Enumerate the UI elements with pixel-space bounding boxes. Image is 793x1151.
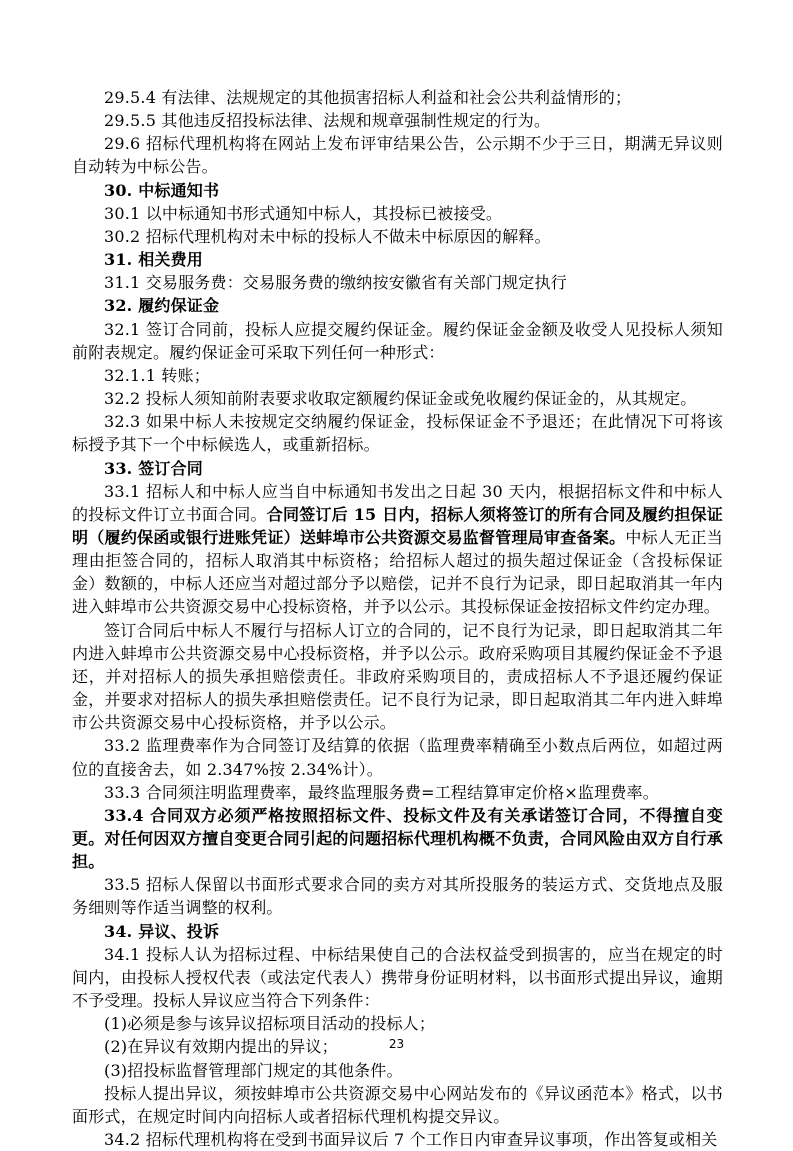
- condition-3: [72, 1059, 723, 1082]
- text-run: 33.5 招标人保留以书面形式要求合同的卖方对其所投服务的装运方式、交货地点及服务细则等作适当调整的权利。: [72, 875, 723, 918]
- text-run: 32.1.1 转账；: [104, 365, 210, 385]
- text-run: 29.6 招标代理机构将在网站上发布评审结果公告，公示期不少于三日，期满无异议则自动转为中标公告。: [72, 134, 723, 177]
- text-run: 32.3 如果中标人未按规定交纳履约保证金，投标保证金不予退还；在此情况下可将该标授予其下一个中标候选人，或重新招标。: [72, 412, 723, 455]
- heading-32: [72, 294, 723, 317]
- clause-34-2: [72, 1128, 723, 1151]
- bold-text-run: 32. 履约保证金: [104, 296, 220, 316]
- text-run: 33.2 监理费率作为合同签订及结算的依据（监理费率精确至小数点后两位，如超过两位的直接舍去，如 2.347%按 2.34%计）。: [72, 736, 723, 779]
- text-run: 30.1 以中标通知书形式通知中标人，其投标已被接受。: [104, 203, 503, 223]
- text-run: 34.2 招标代理机构将在受到书面异议后 7 个工作日内审查异议事项，作出答复或相关: [104, 1130, 718, 1150]
- text-run: 32.2 投标人须知前附表要求收取定额履约保证金或免收履约保证金的，从其规定。: [104, 389, 697, 409]
- clause-29-6: [72, 132, 723, 178]
- text-run: 32.1 签订合同前，投标人应提交履约保证金。履约保证金金额及收受人见投标人须知前附表规定。履约保证金可采取下列任何一种形式：: [72, 319, 723, 362]
- heading-31: [72, 248, 723, 271]
- bold-text-run: 31. 相关费用: [104, 250, 204, 270]
- clause-33-4: [72, 804, 723, 873]
- bold-text-run: 34. 异议、投诉: [104, 921, 220, 941]
- clause-33-1-continuation: [72, 619, 723, 735]
- bold-text-run: 33.4 合同双方必须严格按照招标文件、投标文件及有关承诺签订合同，不得擅自变更。对任何因双方擅自变更合同引起的问题招标代理机构概不负责，合同风险由双方自行承担。: [72, 805, 723, 872]
- clause-30-1: [72, 202, 723, 225]
- clause-30-2: [72, 225, 723, 248]
- clause-29-5-5: [72, 109, 723, 132]
- clause-32-3: [72, 410, 723, 456]
- clause-33-1: [72, 480, 723, 619]
- text-run: 29.5.4 有法律、法规规定的其他损害招标人利益和社会公共利益情形的；: [104, 88, 632, 107]
- objection-procedure: [72, 1082, 723, 1128]
- text-run: 投标人提出异议，须按蚌埠市公共资源交易中心网站发布的《异议函范本》格式，以书面形式，在规定时间内向招标人或者招标代理机构提交异议。: [72, 1083, 723, 1126]
- bold-text-run: 33. 签订合同: [104, 458, 204, 478]
- text-run: (1)必须是参与该异议招标项目活动的投标人；: [104, 1014, 436, 1034]
- clause-33-5: [72, 873, 723, 919]
- clause-32-1: [72, 318, 723, 364]
- page-number: 23: [388, 1037, 405, 1051]
- text-run: (2)在异议有效期内提出的异议；: [104, 1037, 338, 1057]
- text-run: 34.1 投标人认为招标过程、中标结果使自己的合法权益受到损害的，应当在规定的时间内，由投标人授权代表（或法定代表人）携带身份证明材料，以书面形式提出异议，逾期不予受理。投标人异议应当符合下列条件：: [72, 944, 723, 1011]
- clause-32-1-1: [72, 364, 723, 387]
- clause-34-1: [72, 943, 723, 1012]
- clause-31-1: [72, 271, 723, 294]
- bold-text-run: 30. 中标通知书: [104, 180, 220, 200]
- clause-33-3: [72, 781, 723, 804]
- document-body: [72, 86, 723, 1151]
- text-run: 31.1 交易服务费：交易服务费的缴纳按安徽省有关部门规定执行: [104, 273, 567, 293]
- clause-32-2: [72, 387, 723, 410]
- condition-1: [72, 1012, 723, 1035]
- heading-34: [72, 920, 723, 943]
- heading-30: [72, 179, 723, 202]
- heading-33: [72, 457, 723, 480]
- clause-29-5-4: [72, 86, 723, 109]
- text-run: 33.1 招标人和中标人应当自中标通知书发出之日起 30 天内，根据招标文件和中标人的投标文件订立书面合同。: [72, 481, 723, 524]
- text-run: (3)招投标监督管理部门规定的其他条件。: [104, 1060, 403, 1080]
- text-run: 30.2 招标代理机构对未中标的投标人不做未中标原因的解释。: [104, 226, 551, 246]
- clause-33-2: [72, 734, 723, 780]
- text-run: 33.3 合同须注明监理费率，最终监理服务费=工程结算审定价格×监理费率。: [104, 782, 659, 802]
- text-run: 29.5.5 其他违反招投标法律、法规和规章强制性规定的行为。: [104, 111, 551, 131]
- bold-text-run: 合同签订后 15 日内，招标人须将签订的所有合同及履约担保证明（履约保函或银行进账凭证）送蚌埠市公共资源交易监督管理局审查备案。: [72, 504, 723, 547]
- text-run: 中标人无正当理由拒签合同的，招标人取消其中标资格；给招标人超过的损失超过保证金（含投标保证金）数额的，中标人还应当对超过部分予以赔偿，记并不良行为记录，即日起取消其一年内进入蚌埠市公共资源交易中心投标资格，并予以公示。其投标保证金按招标文件约定办理。: [72, 527, 723, 617]
- text-run: 签订合同后中标人不履行与招标人订立的合同的，记不良行为记录，即日起取消其二年内进入蚌埠市公共资源交易中心投标资格，并予以公示。政府采购项目其履约保证金不予退还，并对招标人的损失承担赔偿责任。非政府采购项目的，责成招标人不予退还履约保证金，并要求对招标人的损失承担赔偿责任。记不良行为记录，即日起取消其二年内进入蚌埠市公共资源交易中心投标资格，并予以公示。: [72, 620, 723, 733]
